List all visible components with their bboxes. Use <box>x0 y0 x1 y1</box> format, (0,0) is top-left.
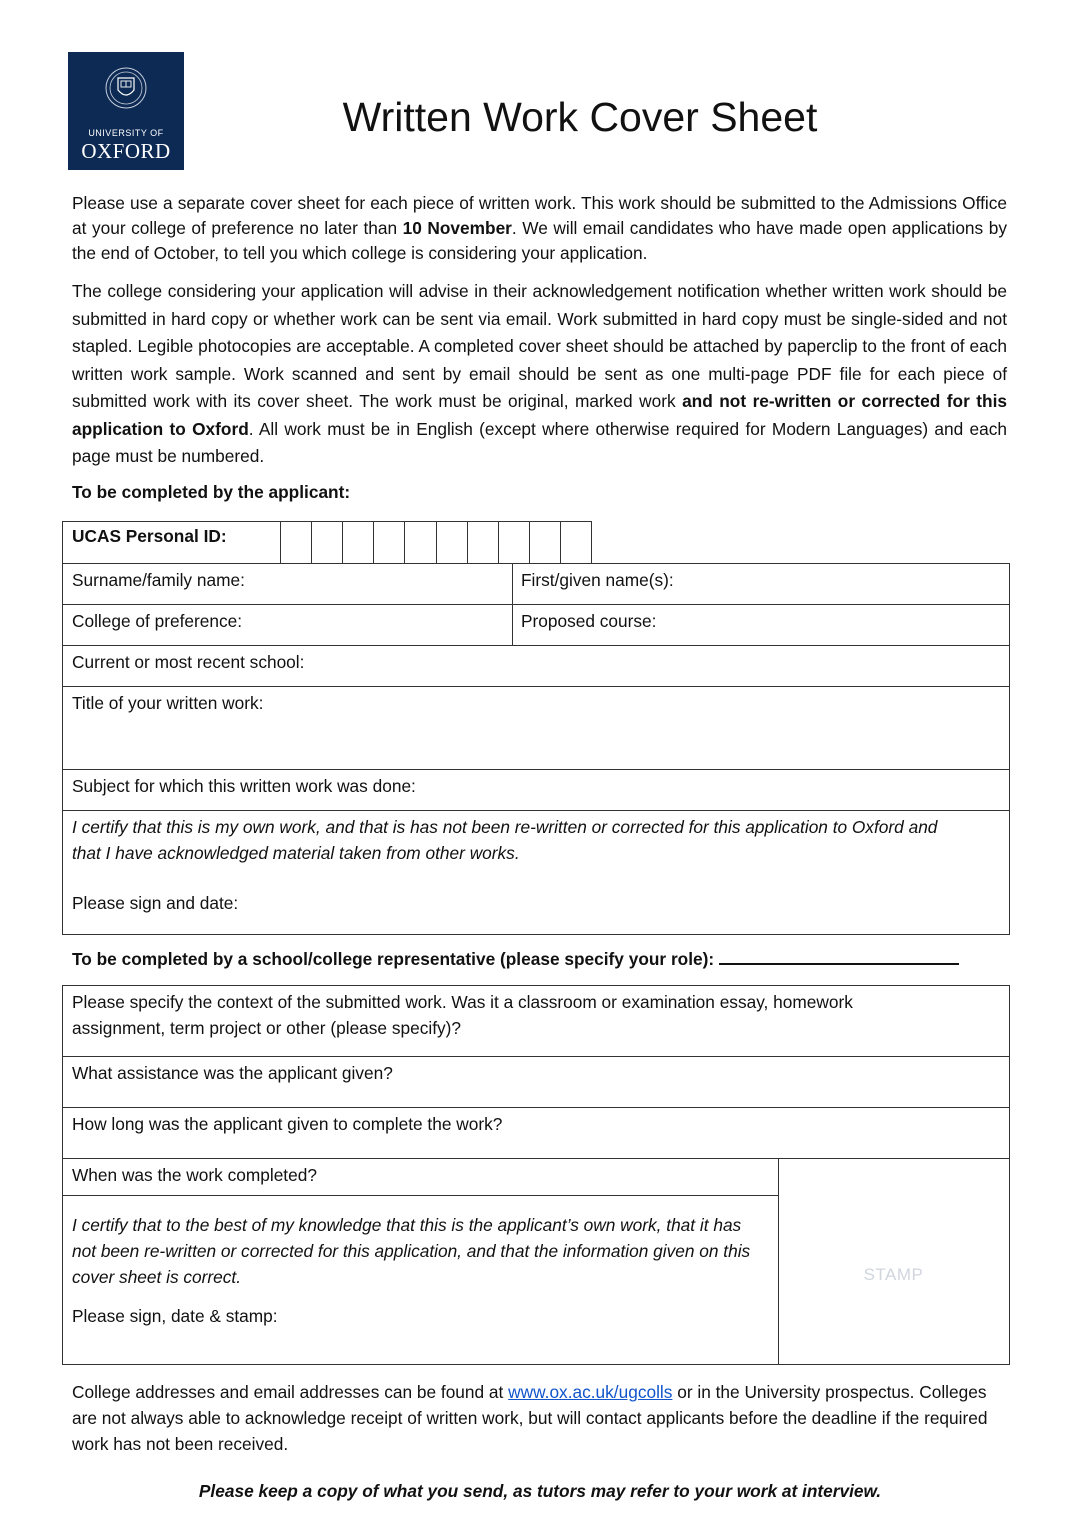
context-field[interactable] <box>63 986 959 1056</box>
context-row <box>63 986 1009 1057</box>
college-field[interactable] <box>63 605 512 645</box>
logo-subtitle: UNIVERSITY OF <box>88 128 164 138</box>
school-field[interactable] <box>63 646 1009 686</box>
college-course-row <box>63 605 1009 646</box>
school-form <box>62 985 1010 1365</box>
completed-label: When was the work completed? <box>72 1165 317 1185</box>
context-label: Please specify the context of the submitted work. Was it a classroom or examination essay, homework assignment, term project or other (please specify)? <box>72 992 853 1038</box>
completed-date-field[interactable] <box>63 1159 778 1196</box>
surname-label: Surname/family name: <box>72 570 245 590</box>
university-logo <box>68 52 184 170</box>
stamp-placeholder: STAMP <box>863 1265 924 1284</box>
completion-stamp-row <box>63 1159 1009 1364</box>
school-sign-label: Please sign, date & stamp: <box>72 1306 278 1326</box>
name-row <box>63 564 1009 605</box>
course-label: Proposed course: <box>521 611 657 631</box>
subject-label: Subject for which this written work was done: <box>72 776 416 796</box>
logo-wordmark: OXFORD <box>81 139 171 163</box>
school-certify-text: I certify that to the best of my knowledge that this is the applicant’s own work, that it has not been re-written or corrected for this application, and that the information given on this cover sheet is correct. <box>72 1215 751 1287</box>
school-heading-text: To be completed by a school/college representative (please specify your role): <box>72 949 715 969</box>
ucas-digit-box[interactable] <box>342 522 373 563</box>
work-title-row <box>63 687 1009 770</box>
footer-text: or in the University prospectus. Colleges are not always able to acknowledge receipt of written work, but will contact applicants before the deadline if the required work has not been received. <box>72 1382 988 1454</box>
work-title-label: Title of your written work: <box>72 693 264 713</box>
school-section-heading <box>72 949 959 970</box>
intro-text: The college considering your application will advise in their acknowledgement notification whether written work should be submitted in hard copy or whether work can be sent via email. Work submitted in hard copy must be single-sided and not stapled. Legible photocopies are acceptable. A completed cover sheet should be attached by paperclip to the front of each written work sample. Work scanned and sent by email should be sent as one multi-page PDF file for each piece of submitted work with its cover sheet. The work must be original, marked work <box>72 281 1007 411</box>
ucas-digit-box[interactable] <box>467 522 498 563</box>
applicant-signature-field[interactable] <box>63 811 949 934</box>
colleges-link[interactable]: www.ox.ac.uk/ugcolls <box>508 1382 673 1402</box>
intro-paragraph-2 <box>72 278 1007 471</box>
closing-note: Please keep a copy of what you send, as tutors may refer to your work at interview. <box>198 1481 882 1501</box>
ucas-id-row <box>62 521 592 563</box>
applicant-certify-row <box>63 811 1009 934</box>
ucas-digit-box[interactable] <box>498 522 529 563</box>
college-label: College of preference: <box>72 611 243 631</box>
ucas-digit-box[interactable] <box>436 522 467 563</box>
surname-field[interactable] <box>63 564 512 604</box>
intro-text: . All work must be in English (except where otherwise required for Modern Languages) and each page must be numbered. <box>72 418 1007 466</box>
course-field[interactable] <box>512 605 1009 645</box>
footer-text: College addresses and email addresses can be found at <box>72 1382 509 1402</box>
subject-row <box>63 770 1009 811</box>
applicant-form <box>62 563 1010 935</box>
footer-note <box>72 1379 1012 1457</box>
intro-text: . We will email candidates who have made open applications by the end of October, to tell you which college is considering your application. <box>72 218 1007 263</box>
deadline-date: 10 November <box>402 218 512 238</box>
intro-text: Please use a separate cover sheet for each piece of written work. This work should be submitted to the Admissions Office at your college of preference no later than <box>72 193 1007 238</box>
university-crest-icon <box>104 60 148 120</box>
school-signature-field[interactable] <box>63 1209 778 1332</box>
assistance-label: What assistance was the applicant given? <box>72 1063 393 1083</box>
subject-field[interactable] <box>63 770 1009 810</box>
school-label: Current or most recent school: <box>72 652 305 672</box>
ucas-digit-box[interactable] <box>529 522 560 563</box>
applicant-sign-label: Please sign and date: <box>72 893 239 913</box>
emphasis-text: and not re-written or corrected for this application to Oxford <box>72 391 1007 439</box>
duration-label: How long was the applicant given to complete the work? <box>72 1114 503 1134</box>
applicant-certify-text: I certify that this is my own work, and that is has not been re-written or corrected for this application to Oxford and that I have acknowledged material taken from other works. <box>72 817 938 863</box>
assistance-field[interactable] <box>63 1057 1009 1107</box>
ucas-digit-box[interactable] <box>311 522 342 563</box>
applicant-section-heading: To be completed by the applicant: <box>72 482 351 502</box>
work-title-field[interactable] <box>63 687 1009 769</box>
stamp-box[interactable] <box>778 1159 1009 1364</box>
ucas-digit-box[interactable] <box>404 522 435 563</box>
duration-field[interactable] <box>63 1108 1009 1158</box>
duration-row <box>63 1108 1009 1159</box>
role-input-line[interactable] <box>719 949 959 965</box>
ucas-digit-box[interactable] <box>280 522 311 563</box>
intro-paragraph-1 <box>72 191 1007 266</box>
ucas-digit-box[interactable] <box>373 522 404 563</box>
ucas-digit-box[interactable] <box>560 522 591 563</box>
assistance-row <box>63 1057 1009 1108</box>
ucas-id-label: UCAS Personal ID: <box>72 526 227 546</box>
first-name-label: First/given name(s): <box>521 570 674 590</box>
page-title: Written Work Cover Sheet <box>342 94 818 140</box>
school-row <box>63 646 1009 687</box>
first-name-field[interactable] <box>512 564 1009 604</box>
